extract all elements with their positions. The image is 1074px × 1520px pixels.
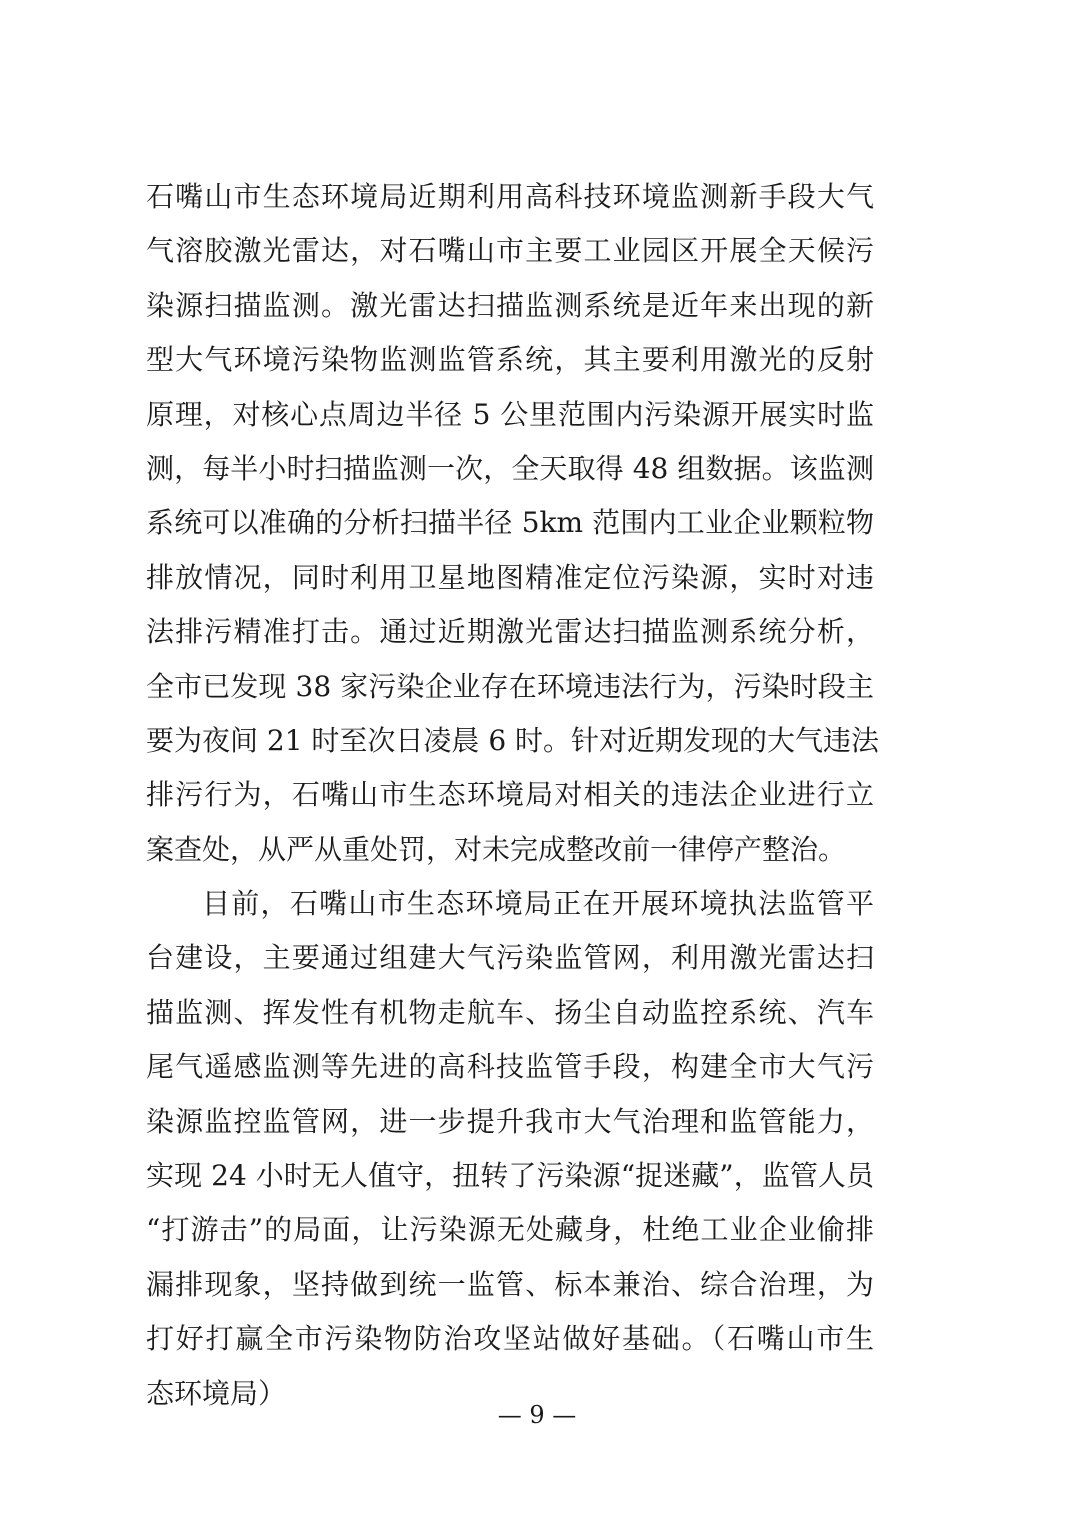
- paragraph-enforcement-platform: [146, 877, 874, 1421]
- text-line: 染源扫描监测。激光雷达扫描监测系统是近年来出现的新: [146, 288, 874, 322]
- text-line: 态环境局）: [146, 1376, 287, 1410]
- text-line: 原理，对核心点周边半径 5 公里范围内污染源开展实时监: [146, 397, 874, 431]
- text-line: 目前，石嘴山市生态环境局正在开展环境执法监管平: [202, 887, 874, 921]
- text-line: 描监测、挥发性有机物走航车、扬尘自动监控系统、汽车: [146, 995, 874, 1029]
- text-line: 测，每半小时扫描监测一次，全天取得 48 组数据。该监测: [146, 451, 874, 485]
- text-line: 石嘴山市生态环境局近期利用高科技环境监测新手段大气: [146, 180, 874, 213]
- text-line: 全市已发现 38 家污染企业存在环境违法行为，污染时段主: [146, 669, 874, 703]
- text-line: 排放情况，同时利用卫星地图精准定位污染源，实时对违: [146, 560, 874, 594]
- text-line: 打好打赢全市污染物防治攻坚站做好基础。（石嘴山市生: [146, 1322, 874, 1356]
- text-line: 实现 24 小时无人值守，扭转了污染源“捉迷藏”，监管人员: [146, 1159, 874, 1193]
- text-line: 尾气遥感监测等先进的高科技监管手段，构建全市大气污: [146, 1050, 874, 1084]
- text-line: 系统可以准确的分析扫描半径 5km 范围内工业企业颗粒物: [146, 506, 874, 540]
- text-line: 法排污精准打击。通过近期激光雷达扫描监测系统分析，: [146, 615, 874, 649]
- text-line: 气溶胶激光雷达，对石嘴山市主要工业园区开展全天候污: [146, 234, 874, 268]
- text-line: 要为夜间 21 时至次日凌晨 6 时。针对近期发现的大气违法: [146, 723, 880, 757]
- text-line: 排污行为，石嘴山市生态环境局对相关的违法企业进行立: [146, 778, 874, 812]
- article-body: [146, 170, 880, 1421]
- text-line: “打游击”的局面，让污染源无处藏身，杜绝工业企业偷排: [146, 1213, 874, 1247]
- text-line: 漏排现象，坚持做到统一监管、标本兼治、综合治理，为: [146, 1267, 874, 1301]
- text-line: 型大气环境污染物监测监管系统，其主要利用激光的反射: [146, 343, 874, 377]
- paragraph-laser-radar-monitoring: [146, 170, 880, 877]
- page-number: — 9 —: [497, 1401, 577, 1429]
- text-line: 台建设，主要通过组建大气污染监管网，利用激光雷达扫: [146, 941, 874, 975]
- text-line: 染源监控监管网，进一步提升我市大气治理和监管能力，: [146, 1104, 874, 1138]
- text-line: 案查处，从严从重处罚，对未完成整改前一律停产整治。: [146, 832, 847, 866]
